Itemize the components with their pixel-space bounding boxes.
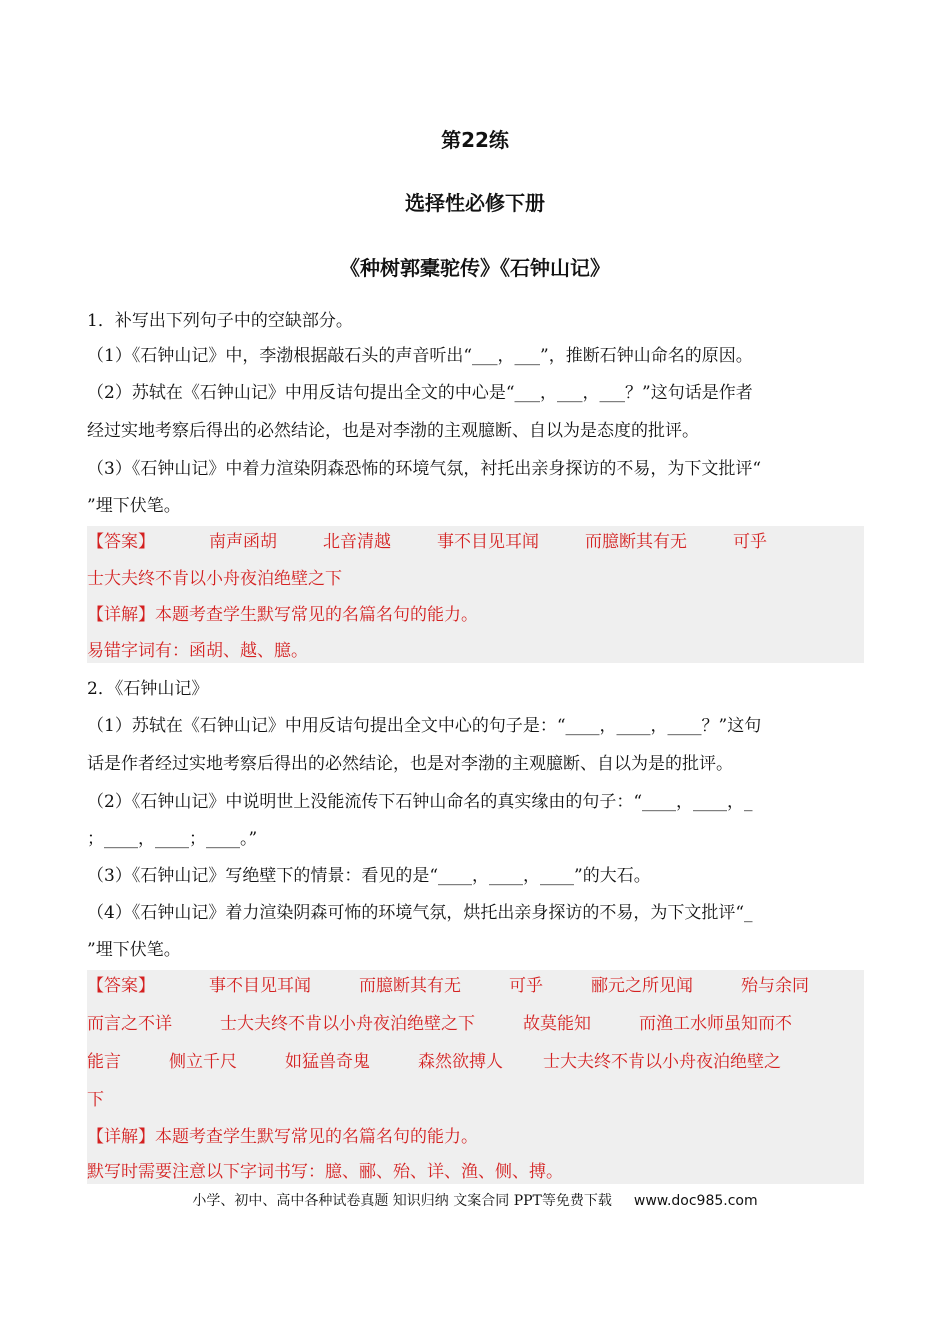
question-2-part-1-cont: 话是作者经过实地考察后得出的必然结论，也是对李渤的主观臆断、自以为是的批评。: [87, 754, 733, 774]
page-footer: [0, 1190, 950, 1212]
question-2-part-4-cont: ”埋下伏笔。: [87, 940, 181, 960]
answer-line: [87, 1049, 864, 1075]
question-1-part-2: （2）苏轼在《石钟山记》中用反诘句提出全文的中心是“___，___，___？”这句话是作者: [87, 383, 753, 403]
footer-text: 小学、初中、高中各种试卷真题 知识归纳 文案合同 PPT等免费下载: [192, 1193, 612, 1209]
answer-item: 而言之不详: [87, 1014, 172, 1034]
answer-item: 如猛兽奇鬼: [285, 1052, 370, 1072]
answer-line: [87, 1011, 864, 1037]
question-1-part-1: （1）《石钟山记》中，李渤根据敲石头的声音听出“___，___”，推断石钟山命名的原因。: [87, 346, 753, 366]
answer-detail: 【详解】本题考查学生默写常见的名篇名句的能力。: [87, 605, 478, 625]
question-1-part-2-cont: 经过实地考察后得出的必然结论，也是对李渤的主观臆断、自以为是态度的批评。: [87, 421, 699, 441]
answer-item: 北音清越: [323, 532, 391, 552]
question-2-part-2: （2）《石钟山记》中说明世上没能流传下石钟山命名的真实缘由的句子：“____，____，_: [87, 792, 753, 812]
answer-item: 侧立千尺: [169, 1052, 237, 1072]
section-title: 《种树郭橐驼传》《石钟山记》: [340, 256, 610, 280]
footer-url[interactable]: www.doc985.com: [633, 1193, 758, 1209]
answer-block-1: [87, 526, 864, 663]
answer-item: 而渔工水师虽知而不: [639, 1014, 792, 1034]
answer-item: 故莫能知: [523, 1014, 591, 1034]
answer-line: 下: [87, 1090, 104, 1110]
answer-note: 默写时需要注意以下字词书写：臆、郦、殆、详、渔、侧、搏。: [87, 1162, 563, 1182]
question-1-part-3: （3）《石钟山记》中着力渲染阴森恐怖的环境气氛，衬托出亲身探访的不易，为下文批评“: [87, 459, 762, 479]
answer-item: 殆与余同: [741, 976, 809, 996]
answer-note: 易错字词有：函胡、越、臆。: [87, 641, 308, 661]
question-2-part-4: （4）《石钟山记》着力渲染阴森可怖的环境气氛，烘托出亲身探访的不易，为下文批评“_: [87, 903, 753, 923]
answer-item: 士大夫终不肯以小舟夜泊绝壁之: [543, 1052, 781, 1072]
answer-label: 【答案】: [87, 532, 155, 552]
answer-item: 森然欲搏人: [418, 1052, 503, 1072]
question-1-part-3-cont: ”埋下伏笔。: [87, 496, 181, 516]
answer-line: [87, 973, 864, 999]
answer-item: 南声函胡: [209, 532, 277, 552]
question-2-part-3: （3）《石钟山记》写绝壁下的情景：看见的是“____，____，____”的大石。: [87, 866, 651, 886]
question-1-stem: 1．补写出下列句子中的空缺部分。: [87, 311, 353, 331]
page-title: 第22练: [441, 128, 509, 152]
question-2-part-1: （1）苏轼在《石钟山记》中用反诘句提出全文中心的句子是：“____，____，____？”这句: [87, 716, 762, 736]
question-2-part-2-cont: ；____，____；____。”: [87, 829, 258, 849]
answer-item: 事不目见耳闻: [437, 532, 539, 552]
answer-block-2: [87, 970, 864, 1184]
answer-line: [87, 529, 864, 555]
answer-item: 郦元之所见闻: [591, 976, 693, 996]
answer-line: 士大夫终不肯以小舟夜泊绝壁之下: [87, 569, 342, 589]
answer-detail: 【详解】本题考查学生默写常见的名篇名句的能力。: [87, 1127, 478, 1147]
answer-item: 能言: [87, 1052, 121, 1072]
answer-item: 可乎: [509, 976, 543, 996]
answer-item: 士大夫终不肯以小舟夜泊绝壁之下: [220, 1014, 475, 1034]
answer-item: 而臆断其有无: [359, 976, 461, 996]
answer-item: 可乎: [733, 532, 767, 552]
page-subtitle: 选择性必修下册: [405, 191, 545, 215]
answer-item: 而臆断其有无: [585, 532, 687, 552]
answer-item: 事不目见耳闻: [209, 976, 311, 996]
question-2-stem: 2．《石钟山记》: [87, 679, 209, 699]
answer-label: 【答案】: [87, 976, 155, 996]
